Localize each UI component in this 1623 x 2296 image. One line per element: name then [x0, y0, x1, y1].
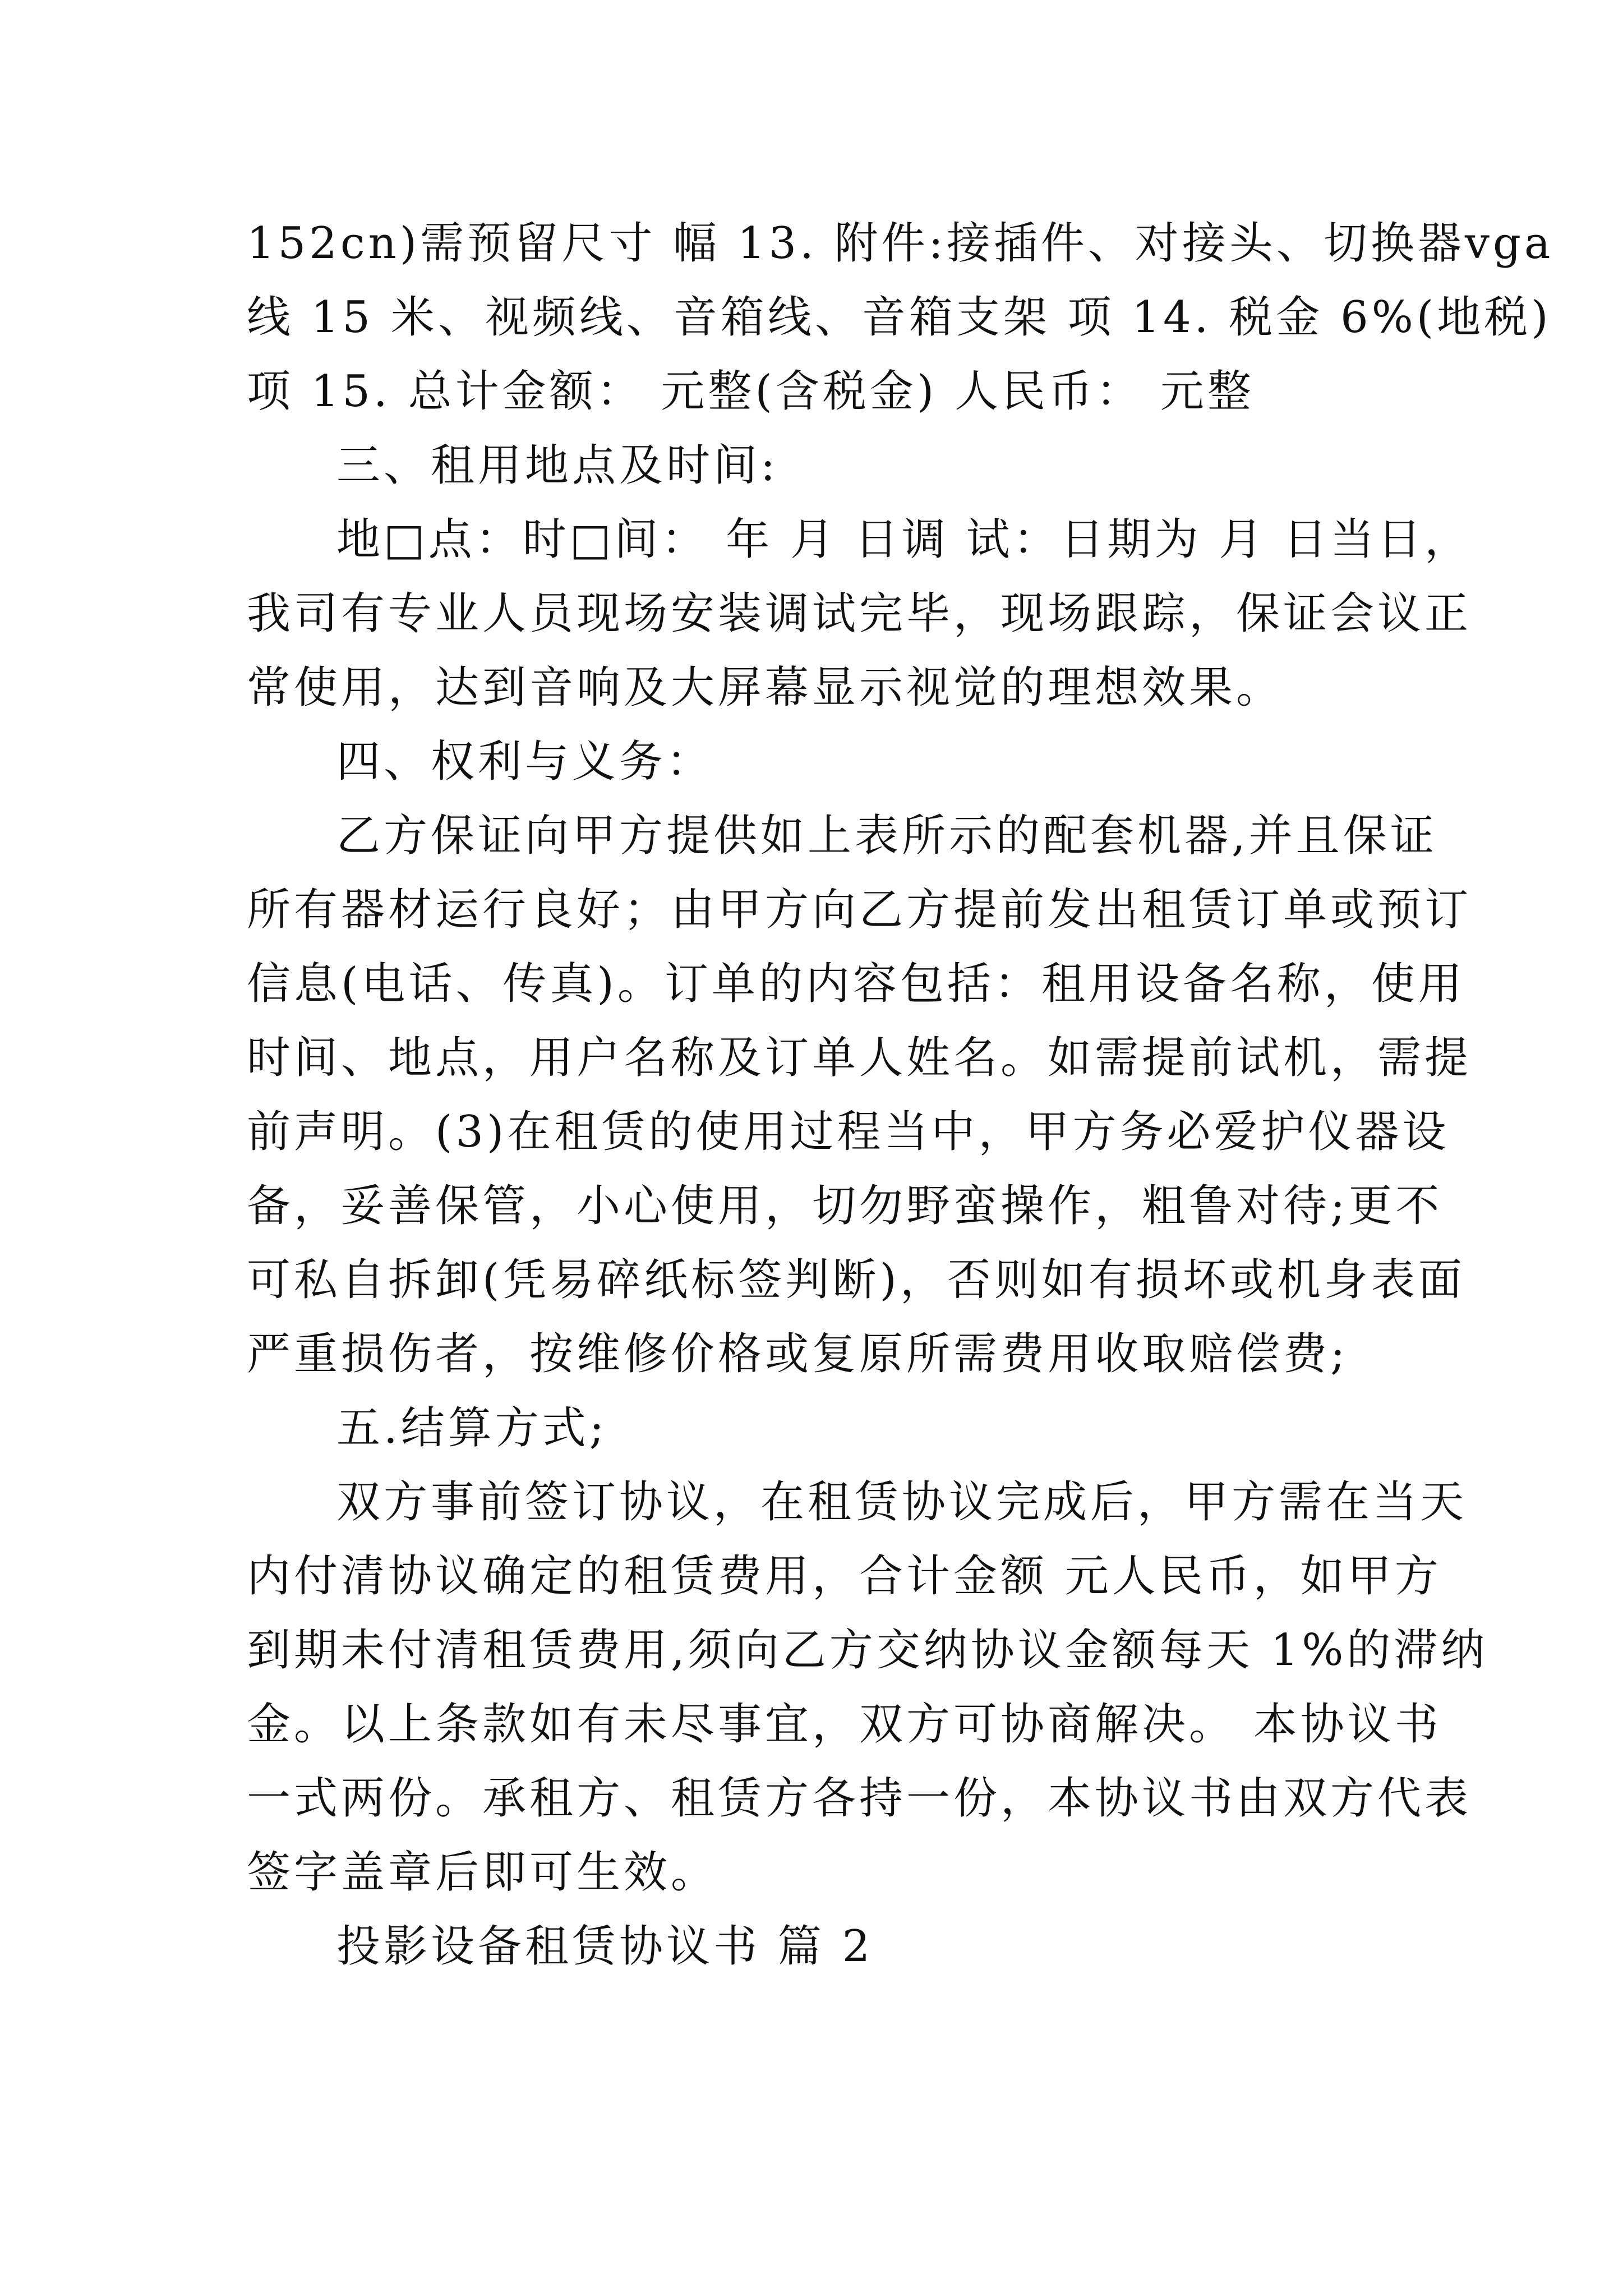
- document-title: 投影设备租赁协议书 篇 2: [336, 1921, 874, 1972]
- text-line: 我司有专业人员现场安装调试完毕，现场跟踪，保证会议正: [247, 588, 1472, 639]
- text-line: 项 15. 总计金额： 元整(含税金) 人民币： 元整: [247, 366, 1255, 417]
- text-line: 可私自拆卸(凭易碎纸标签判断)，否则如有损坏或机身表面: [247, 1255, 1465, 1305]
- text-line: 所有器材运行良好；由甲方向乙方提前发出租赁订单或预订: [247, 885, 1472, 935]
- text-line: 严重损伤者，按维修价格或复原所需费用收取赔偿费;: [247, 1329, 1349, 1379]
- text-line: 双方事前签订协议，在租赁协议完成后，甲方需在当天: [336, 1477, 1468, 1527]
- text-line: 内付清协议确定的租赁费用，合计金额 元人民币，如甲方: [247, 1551, 1442, 1602]
- text-line: 时间、地点，用户名称及订单人姓名。如需提前试机，需提: [247, 1033, 1472, 1083]
- section-heading: 三、租用地点及时间:: [336, 440, 779, 491]
- document-body: [247, 206, 1554, 1984]
- text-line: 常使用，达到音响及大屏幕显示视觉的理想效果。: [247, 662, 1284, 713]
- text-line: 乙方保证向甲方提供如上表所示的配套机器,并且保证: [336, 811, 1437, 861]
- text-line: 签字盖章后即可生效。: [247, 1847, 718, 1898]
- text-line: 到期未付清租赁费用,须向乙方交纳协议金额每天 1%的滞纳: [247, 1625, 1488, 1676]
- text-line: 152cn)需预留尺寸 幅 13. 附件:接插件、对接头、切换器vga: [247, 218, 1554, 269]
- text-line: 前声明。(3)在租赁的使用过程当中，甲方务必爱护仪器设: [247, 1107, 1450, 1157]
- text-line: 信息(电话、传真)。订单的内容包括：租用设备名称，使用: [247, 959, 1465, 1009]
- text-line: 金。以上条款如有未尽事宜，双方可协商解决。 本协议书: [247, 1699, 1442, 1750]
- section-heading: 五.结算方式;: [336, 1403, 608, 1453]
- text-line: 地□点：时□间： 年 月 日调 试：日期为 月 日当日，: [336, 514, 1472, 565]
- text-line: 线 15 米、视频线、音箱线、音箱支架 项 14. 税金 6%(地税): [247, 292, 1552, 343]
- text-line: 一式两份。承租方、租赁方各持一份，本协议书由双方代表: [247, 1773, 1472, 1824]
- text-line: 备，妥善保管，小心使用，切勿野蛮操作，粗鲁对待;更不: [247, 1181, 1443, 1231]
- section-heading: 四、权利与义务：: [336, 737, 714, 787]
